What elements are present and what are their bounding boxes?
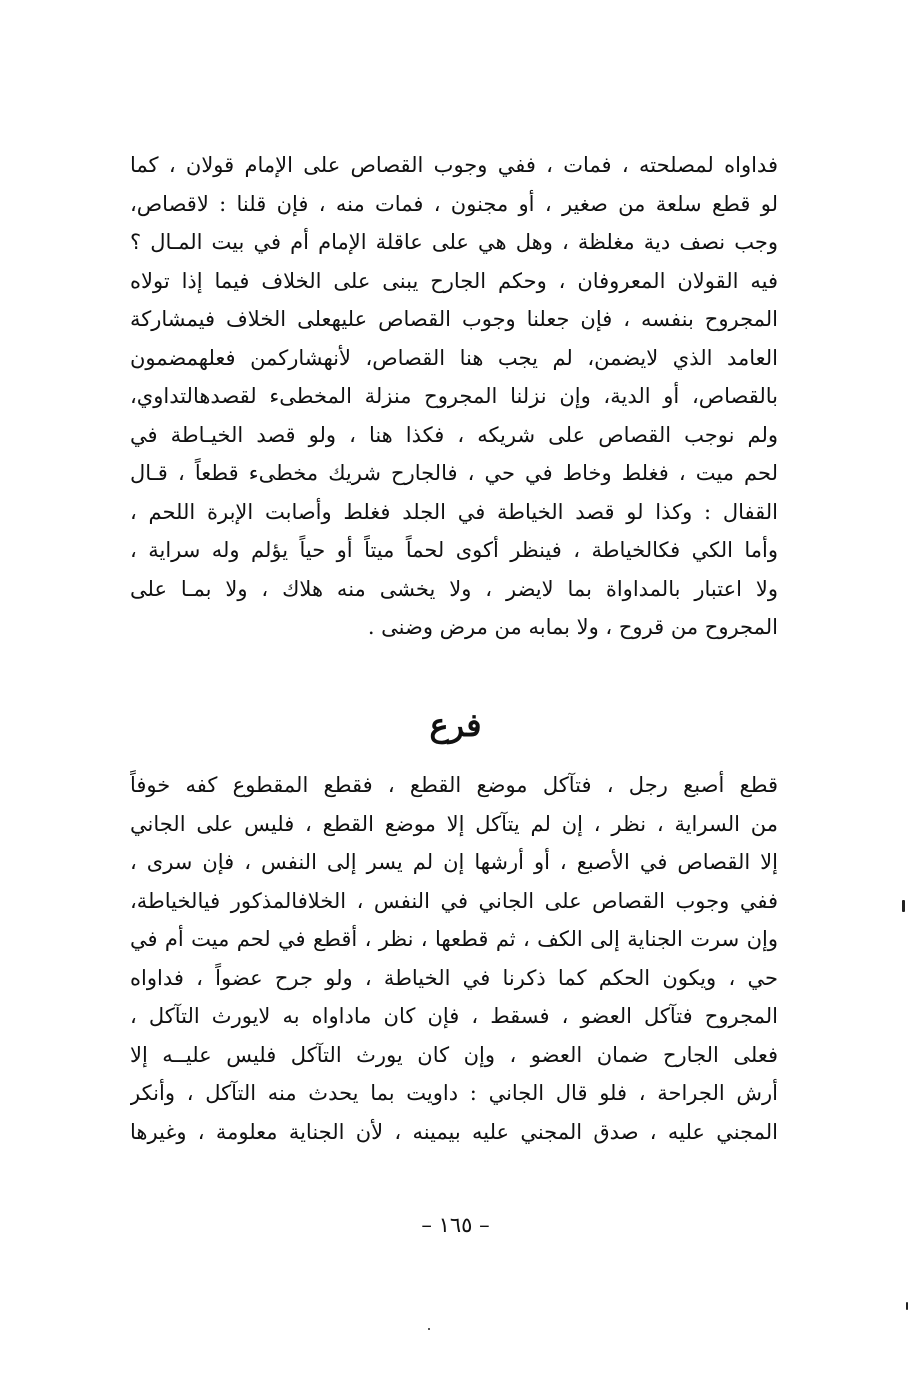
text-line: قطع أصبع رجل ، فتآكل موضع القطع ، فقطع المقطوع كفه خوفاً [130,773,778,797]
text-line: لو قطع سلعة من صغير ، أو مجنون ، فمات منه ، فإن قلنا : لاقصاص، [130,191,778,216]
text-line: ففي وجوب القصاص على الجاني في النفس ، الخلافالمذكور فيالخياطة، [130,888,778,913]
text-line: بالقصاص، أو الدية، وإن نزلنا المجروح منزلة المخطىء لقصدهالتداوي، [130,384,778,408]
text-line: المجروح فتآكل العضو ، فسقط ، فإن كان ماداواه به لايورث التآكل ، [130,1004,778,1028]
text-line: فداواه لمصلحته ، فمات ، ففي وجوب القصاص على الإمام قولان ، كما [130,153,778,177]
text-line: حي ، ويكون الحكم كما ذكرنا في الخياطة ، ولو جرح عضواً ، فداواه [130,965,778,990]
text-line: من السراية ، نظر ، إن لم يتآكل إلا موضع القطع ، فليس على الجاني [130,811,778,836]
page-number: – ١٦٥ – [421,1213,490,1237]
text-line: ولم نوجب القصاص على شريكه ، فكذا هنا ، ولو قصد الخيـاطة في [130,422,778,447]
scan-speck [906,1302,908,1310]
text-line: ولا اعتبار بالمداواة بما لايضر ، ولا يخشى منه هلاك ، ولا بمـا على [130,576,778,601]
text-line: المجروح من قروح ، ولا بمابه من مرض وضنى . [367,615,778,639]
text-line: وأما الكي فكالخياطة ، فينظر أكوى لحماً ميتاً أو حياً يؤلم وله سراية ، [130,538,778,562]
scan-speck [902,900,905,912]
scan-speck [428,1328,430,1330]
paragraph-1 [130,146,778,647]
text-line: المجروح بنفسه ، فإن جعلنا وجوب القصاص عليهعلى الخلاف فيمشاركة [130,307,778,331]
text-line: العامد الذي لايضمن، لم يجب هنا القصاص، لأنهشاركمن فعلهمضمون [130,345,778,370]
section-heading: فرع [429,706,482,744]
text-line: القفال : وكذا لو قصد الخياطة في الجلد فغلط وأصابت الإبرة اللحم ، [130,499,778,524]
text-line: وجب نصف دية مغلظة ، وهل هي على عاقلة الإمام أم في بيت المـال ؟ [130,230,778,254]
text-line: المجني عليه ، صدق المجني عليه بيمينه ، لأن الجناية معلومة ، وغيرها [130,1119,778,1144]
text-line: فعلى الجارح ضمان العضو ، وإن كان يورث التآكل فليس عليــه إلا [130,1042,778,1067]
paragraph-2 [130,766,778,1151]
text-line: أرش الجراحة ، فلو قال الجاني : داويت بما يحدث منه التآكل ، وأنكر [130,1081,778,1105]
text-line: وإن سرت الجناية إلى الكف ، ثم قطعها ، نظر ، أقطع في لحم ميت أم في [130,927,778,951]
text-line: إلا القصاص في الأصبع ، أو أرشها إن لم يسر إلى النفس ، فإن سرى ، [130,850,778,874]
text-line: فيه القولان المعروفان ، وحكم الجارح يبنى على الخلاف فيما إذا تولاه [130,268,778,293]
text-line: لحم ميت ، فغلط وخاط في حي ، فالجارح شريك مخطىء قطعاً ، قـال [130,461,778,485]
